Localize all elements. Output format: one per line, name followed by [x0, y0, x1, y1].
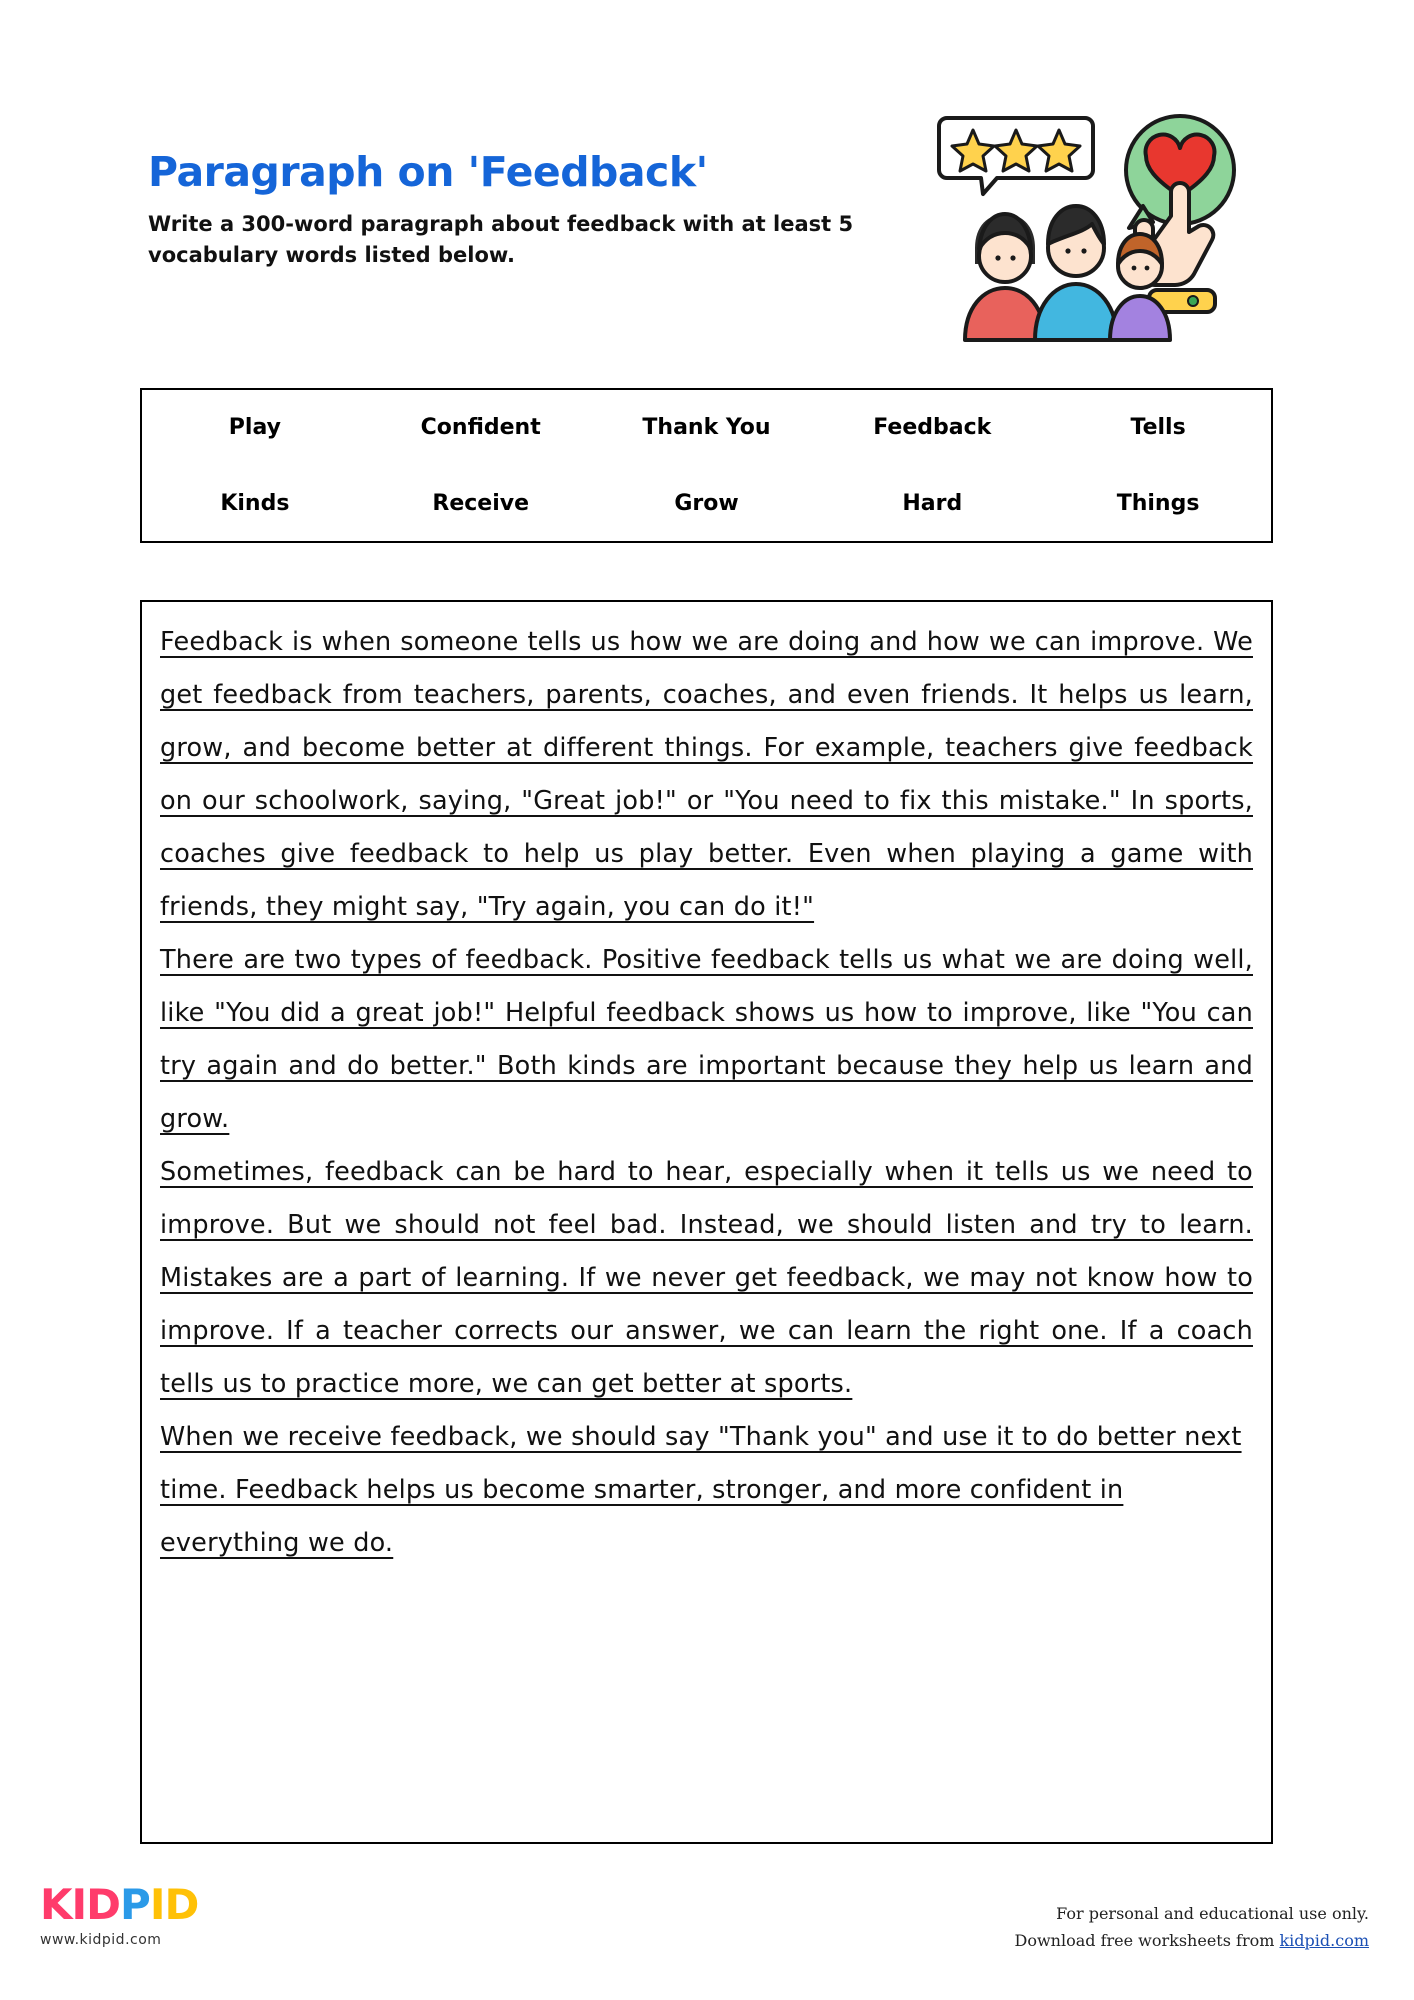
- vocabulary-word: Tells: [1130, 415, 1186, 441]
- kidpid-logo: [40, 1880, 270, 1948]
- answer-paragraph-text: When we receive feedback, we should say "Thank you" and use it to do better next time. Feedback helps us become smarter, stronger, and more confident in everything we do.: [160, 1422, 1242, 1558]
- footer-line-1: For personal and educational use only.: [1056, 1904, 1369, 1923]
- kidpid-link[interactable]: kidpid.com: [1279, 1931, 1369, 1951]
- vocabulary-word: Confident: [420, 415, 541, 441]
- footer-line-2: [1015, 1927, 1370, 1954]
- answer-paragraph: [160, 616, 1253, 934]
- person-left-avatar: [965, 214, 1045, 340]
- logo-p-text: P: [120, 1880, 150, 1929]
- vocabulary-word-box: [140, 388, 1273, 543]
- stars-bubble-icon: [939, 118, 1093, 194]
- people-feedback-illustration: [935, 108, 1265, 348]
- footer-usage-note: [1015, 1900, 1370, 1954]
- answer-paragraph: [160, 1411, 1253, 1570]
- vocabulary-row: [142, 466, 1271, 542]
- vocabulary-word: Thank You: [642, 415, 771, 441]
- answer-paragraph: [160, 934, 1253, 1146]
- worksheet-header: [148, 150, 908, 270]
- vocabulary-word: Kinds: [220, 490, 290, 516]
- vocabulary-word: Grow: [674, 490, 739, 516]
- person-middle-avatar: [1035, 206, 1117, 340]
- vocabulary-word: Hard: [902, 490, 963, 516]
- answer-paragraph-text: Feedback is when someone tells us how we are doing and how we can improve. We get feedback from teachers, parents, coaches, and even friends. It helps us learn, grow, and become better at different things. For example, teachers give feedback on our schoolwork, saying, "Great job!" or "You need to fix this mistake." In sports, coaches give feedback to help us play better. Even when playing a game with friends, they might say, "Try again, you can do it!": [160, 627, 1253, 922]
- answer-paragraph-text: There are two types of feedback. Positive feedback tells us what we are doing well, like "You did a great job!" Helpful feedback shows us how to improve, like "You can try again and do better." Both kinds are important because they help us learn and grow.: [160, 945, 1253, 1134]
- page-title: Paragraph on 'Feedback': [148, 148, 708, 196]
- worksheet-instructions: Write a 300-word paragraph about feedback with at least 5 vocabulary words listed below.: [148, 212, 854, 267]
- vocabulary-word: Feedback: [873, 415, 992, 441]
- vocabulary-row: [142, 390, 1271, 466]
- answer-writing-area[interactable]: [140, 600, 1273, 1844]
- logo-id-text: ID: [149, 1880, 199, 1929]
- logo-wordmark: [40, 1880, 270, 1929]
- footer-line-2-prefix: Download free worksheets from: [1014, 1931, 1280, 1951]
- vocabulary-word: Receive: [432, 490, 530, 516]
- vocabulary-word: Play: [228, 415, 281, 441]
- answer-paragraph-text: Sometimes, feedback can be hard to hear, especially when it tells us we need to improve. But we should not feel bad. Instead, we should listen and try to learn. Mistakes are a part of learning. If we never get feedback, we may not know how to improve. If a teacher corrects our answer, we can learn the right one. If a coach tells us to practice more, we can get better at sports.: [160, 1157, 1253, 1399]
- vocabulary-word: Things: [1116, 490, 1200, 516]
- answer-paragraph: [160, 1146, 1253, 1411]
- logo-kid-text: KID: [40, 1880, 121, 1929]
- logo-website-url: www.kidpid.com: [40, 1932, 162, 1948]
